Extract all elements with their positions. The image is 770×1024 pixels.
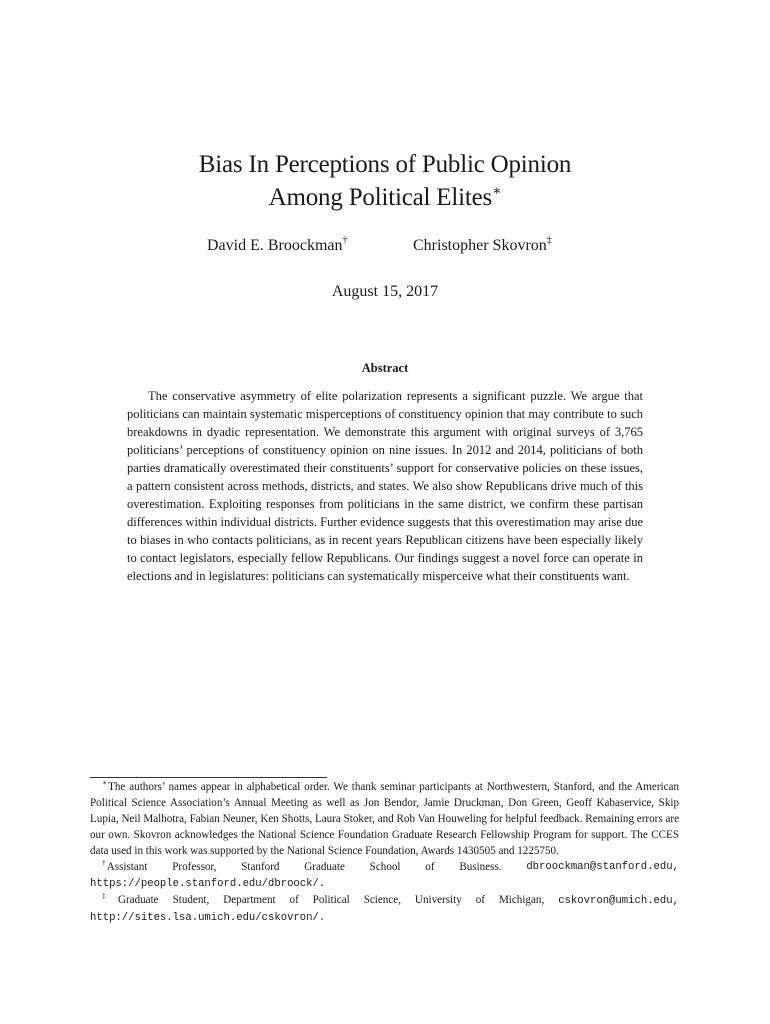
author-footnote-mark: ‡ bbox=[546, 235, 552, 246]
footnote-3 bbox=[90, 892, 679, 926]
title-line-2 bbox=[0, 181, 770, 214]
footnote-1 bbox=[90, 779, 679, 859]
homepage-link[interactable]: https://people.stanford.edu/dbroock/. bbox=[90, 878, 326, 890]
author-broockman bbox=[207, 236, 348, 256]
footnote-word: School bbox=[369, 861, 401, 873]
footnote-word: Stanford bbox=[241, 861, 280, 873]
abstract-heading: Abstract bbox=[361, 361, 409, 375]
footnote-mark: † bbox=[102, 858, 106, 867]
footnote-word-text: Assistant bbox=[106, 861, 148, 873]
footnote-rule bbox=[90, 777, 327, 778]
footnote-word: Business. bbox=[459, 861, 502, 873]
author-name: Christopher Skovron bbox=[413, 237, 547, 254]
abstract-text: The conservative asymmetry of elite polarization represents a significant puzzle. We argue that politicians can maintain systematic misperceptions of constituency opinion that may contribute to such breakdowns in dyadic representation. We demonstrate this argument with original surveys of 3,765 politicians’ perceptions of constituency opinion on nine issues. In 2012 and 2014, politicians of both parties dramatically overestimated their constituents’ support for conservative policies on these issues, a pattern consistent across methods, districts, and states. We also show Republicans drive much of this overestimation. Exploiting responses from politicians in the same district, we confirm these partisan differences within individual districts. Further evidence suggests that this overestimation may arise due to biases in who contacts politicians, as in recent years Republican citizens have been especially likely to contact legislators, especially fellow Republicans. Our findings suggest a novel force can operate in elections and in legislatures: politicians can systematically misperceive what their constituents want. bbox=[127, 389, 643, 584]
footnote-2-url-line bbox=[90, 875, 325, 892]
footnote-mark: ‡ bbox=[102, 891, 117, 900]
title-line-2-text: Among Political Elites bbox=[268, 184, 493, 211]
footnote-word: of bbox=[425, 861, 435, 873]
footnote-2 bbox=[90, 859, 679, 892]
paper-title bbox=[0, 148, 770, 214]
homepage-link[interactable]: http://sites.lsa.umich.edu/cskovron/. bbox=[90, 912, 326, 924]
author-footnote-mark: † bbox=[342, 235, 348, 246]
footnote-word: Professor, bbox=[172, 861, 217, 873]
title-footnote-mark: ∗ bbox=[492, 184, 502, 199]
footnote-text: The authors’ names appear in alphabetical order. We thank seminar participants at Northwestern, Stanford, and the American Political Science Association’s Annual Meeting as well as Jon Bendor, Jamie Druckman, Don Green, Geoff Kabaservice, Skip Lupia, Neil Malhotra, Fabian Neuner, Ken Shotts, Laura Stoker, and Rob Van Houweling for helpful feedback. Remaining errors are our own. Skovron acknowledges the National Science Foundation Graduate Research Fellowship Program for support. The CCES data used in this work was supported by the National Science Foundation, Awards 1430505 and 1225750. bbox=[90, 781, 679, 857]
footnotes bbox=[90, 779, 679, 926]
footnote-text: Graduate Student, Department of Political Science, University of Michigan, bbox=[117, 894, 559, 906]
footnote-word bbox=[102, 859, 147, 875]
author-skovron bbox=[413, 236, 552, 256]
title-line-1: Bias In Perceptions of Public Opinion bbox=[198, 151, 572, 178]
email-link[interactable]: dbroockman@stanford.edu, bbox=[526, 861, 679, 873]
paper-date: August 15, 2017 bbox=[331, 283, 439, 300]
footnote-2-line bbox=[90, 859, 679, 875]
author-name: David E. Broockman bbox=[207, 237, 343, 254]
footnote-mark: ∗ bbox=[102, 778, 108, 787]
email-link[interactable]: cskovron@umich.edu, bbox=[558, 895, 679, 907]
footnote-word: Graduate bbox=[304, 861, 345, 873]
